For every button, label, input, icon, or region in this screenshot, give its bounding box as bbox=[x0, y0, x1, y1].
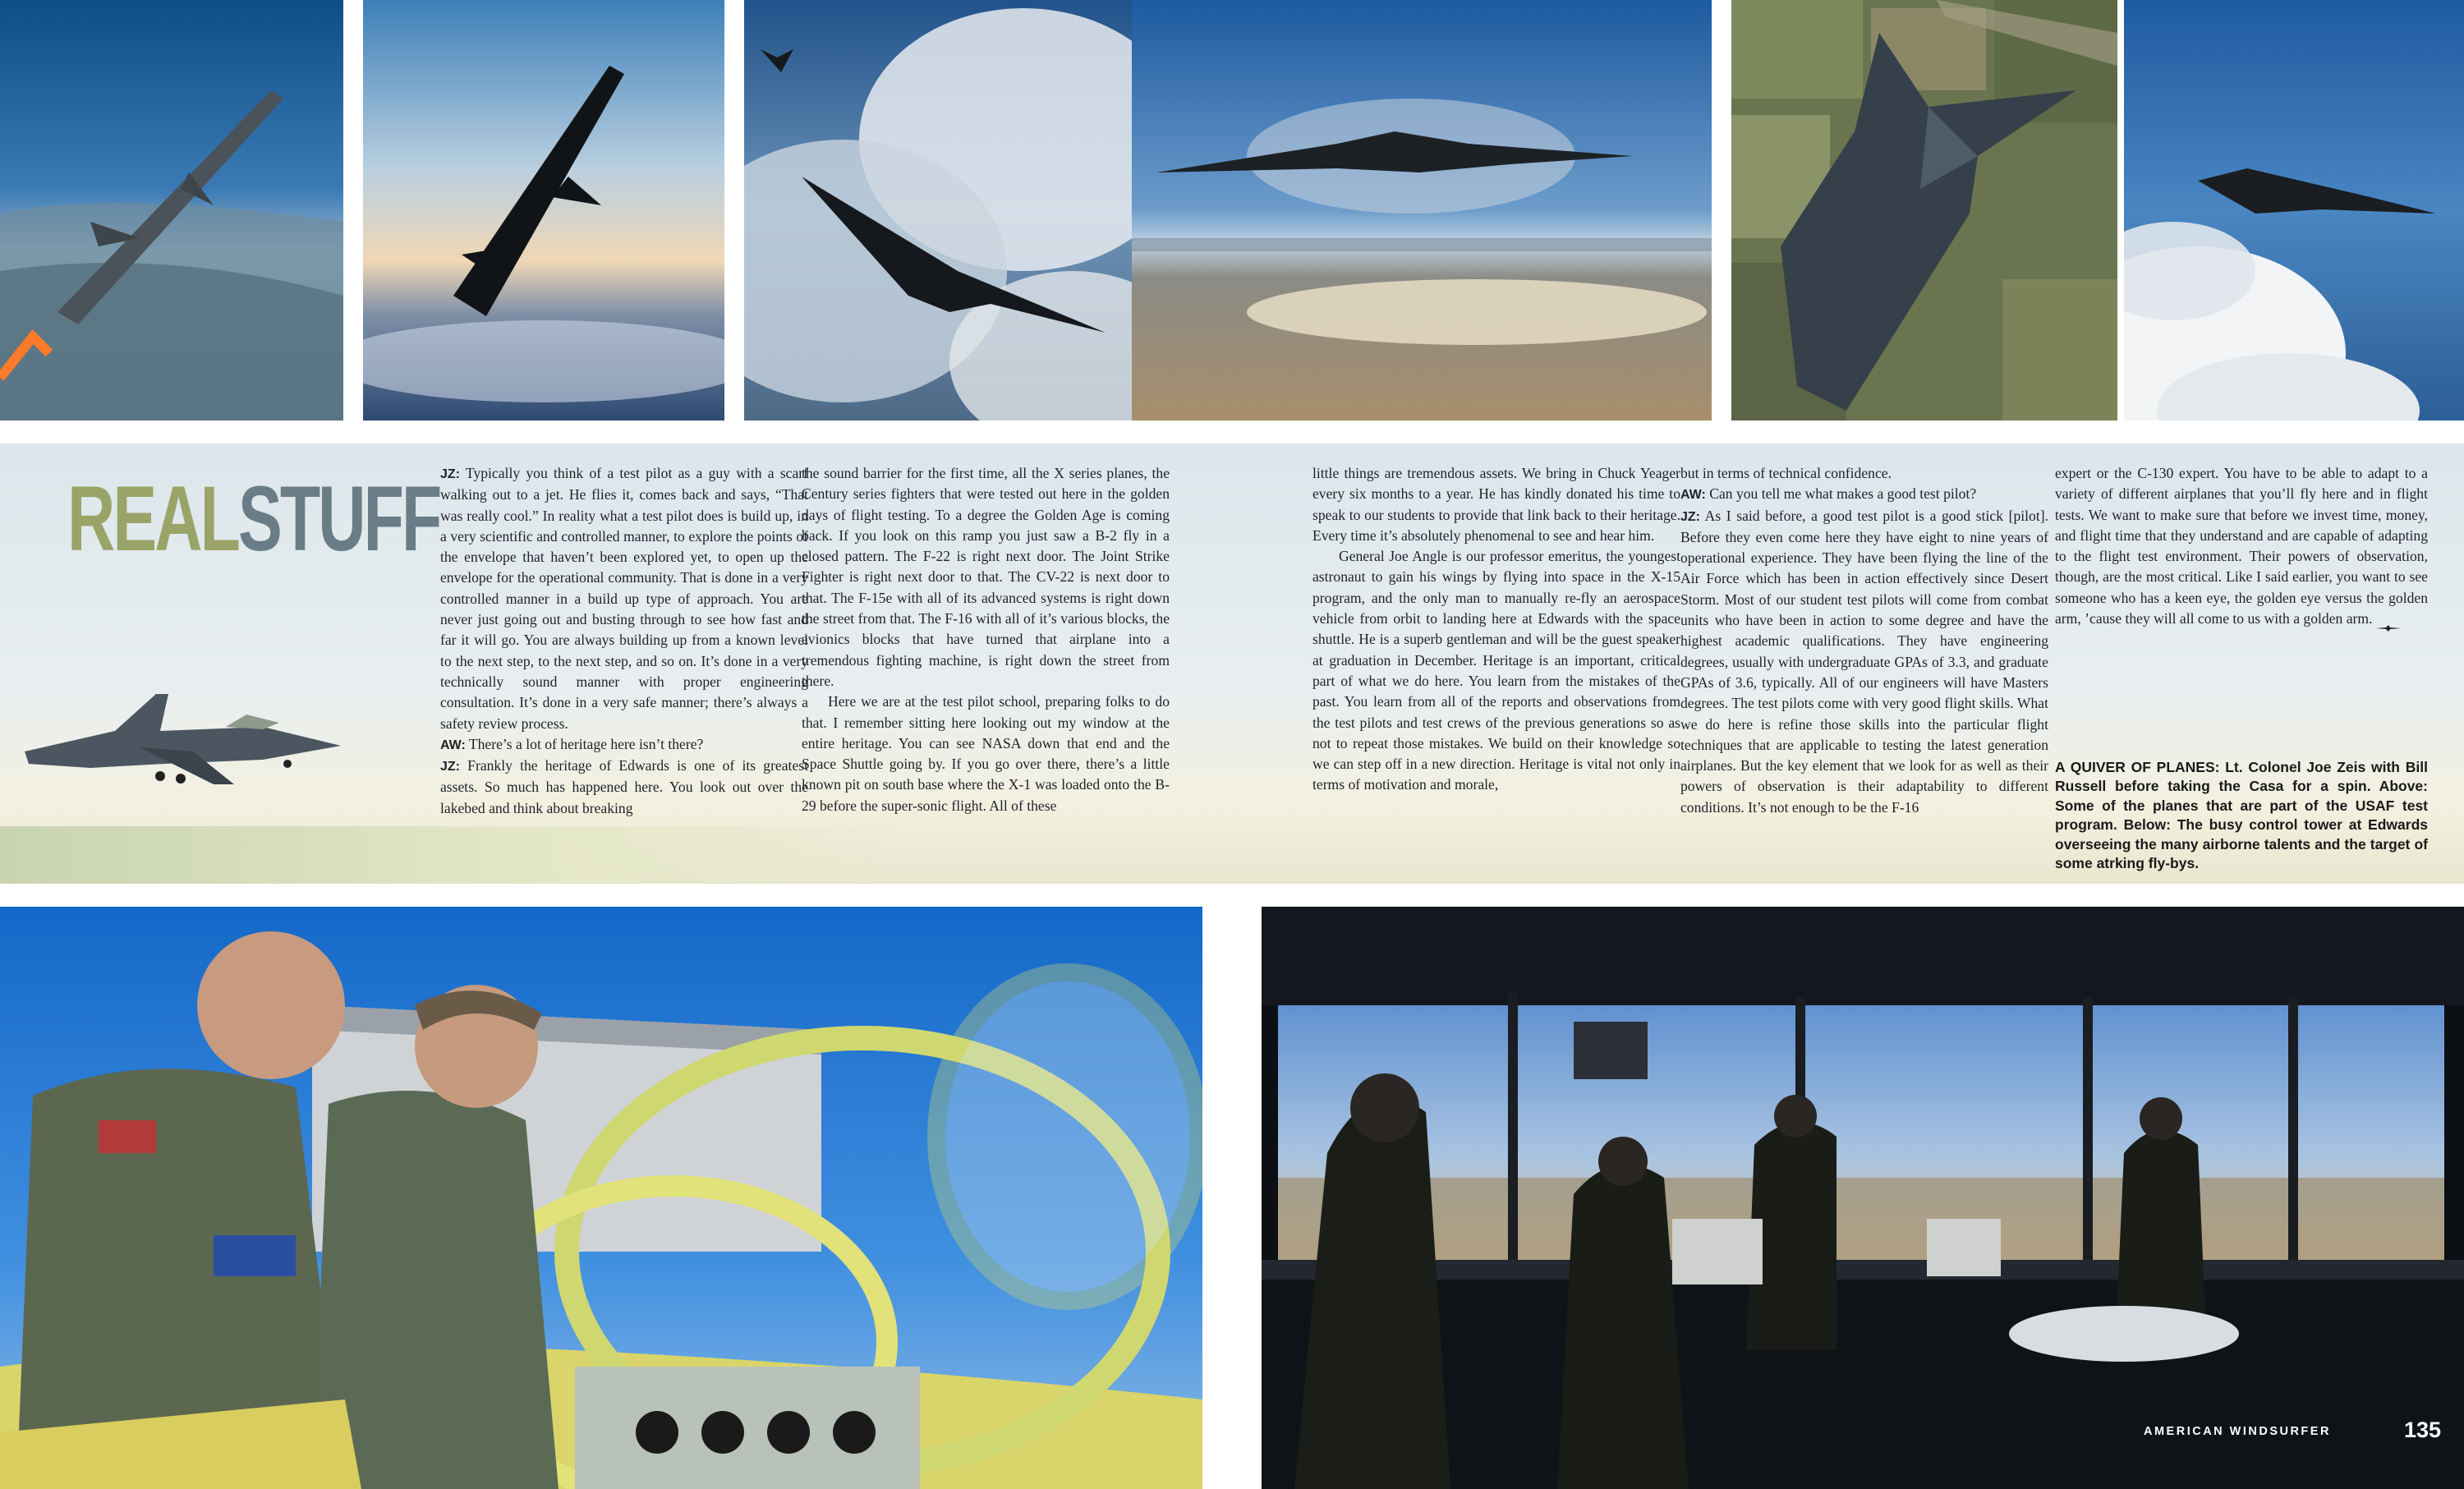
speaker-label: JZ: bbox=[440, 760, 460, 774]
page-number: 135 bbox=[2403, 1418, 2441, 1442]
horizon-haze bbox=[0, 826, 903, 884]
paragraph bbox=[1680, 506, 2048, 818]
publication-name: AMERICAN WINDSURFER bbox=[2144, 1425, 2331, 1438]
paragraph bbox=[440, 734, 808, 756]
speaker-label: JZ: bbox=[440, 467, 460, 481]
speaker-label: JZ: bbox=[1680, 509, 1700, 524]
paragraph bbox=[1680, 484, 2048, 505]
paragraph: little things are tremendous assets. We bring in Chuck Yeager every six months to a year. He has kindly donated his time to speak to our students to provide that link back to their heritage. Every time it’s absolutely phenomenal to see and hear him. bbox=[1312, 465, 1680, 544]
article-column-4 bbox=[1680, 463, 2048, 818]
paragraph-text: expert or the C-130 expert. You have to be able to adapt to a variety of different airplanes that you’ll fly here and in flight tests. We want to make sure that before we invest time, money, and flight time that they understand and are capable of adapting to the flight test environment. Their powers of observation, though, are the most critical. Like I said earlier, you want to see someone who has a keen eye, the golden eye versus the golden arm, ’cause they will all come to us with a golden arm. bbox=[2055, 465, 2428, 627]
article-column-2 bbox=[802, 463, 1170, 816]
paragraph: but in terms of technical confidence. bbox=[1680, 465, 1892, 481]
headline bbox=[67, 467, 440, 570]
paragraph: Here we are at the test pilot school, preparing folks to do that. I remember sitting here looking out my window at the entire heritage. You can see NASA down that end and the Space Shuttle going by. If you go over there, there’s a little known pit on south base where the X-1 was loaded onto the B-29 before the super-sonic flight. All of these bbox=[802, 693, 1170, 814]
caption-lead: A QUIVER OF PLANES: bbox=[2055, 759, 2220, 775]
control-tower-photo bbox=[1262, 907, 2464, 1489]
paragraph-text: Frankly the heritage of Edwards is one of its greatest assets. So much has happened here. You look out over the lakebed and think about breaking bbox=[440, 757, 808, 816]
paragraph-text: Can you tell me what makes a good test pilot? bbox=[1705, 485, 1977, 503]
caption-text: Lt. Colonel Joe Zeis with Bill Russell before taking the Casa for a spin. Above: Some of the planes that are part of the USAF test program. Below: The busy control tower at Edwards overseeing the many airborne talents and the target of some atrking fly-bys. bbox=[2055, 759, 2428, 872]
speaker-label: AW: bbox=[440, 738, 466, 752]
b2-flyby-photo bbox=[1132, 0, 1712, 421]
article-column-1 bbox=[440, 463, 808, 819]
paragraph-text: As I said before, a good test pilot is a good stick [pilot]. Before they even come here they have eight to nine years of operational experience. They have been flying the line of the Air Force which has been in action effectively since Desert Storm. Most of our student test pilots will come from combat units who have been in action to some degree and have the highest academic qualifications. They have engineering degrees, usually with undergraduate GPAs of 3.3, and graduate GPAs of 3.6, typically. All of our engineers will have Masters degrees. The test pilots come with very good flight skills. What we do here is refine those skills into the particular flight techniques that are applicable to testing the latest generation airplanes. But the key element that we look for as well as their powers of observation is their adaptability to different conditions. It’s not enough to be the F-16 bbox=[1680, 507, 2048, 816]
pilots-cockpit-photo bbox=[0, 907, 1202, 1489]
headline-part2: STUFF bbox=[238, 467, 440, 570]
paragraph bbox=[2055, 463, 2428, 629]
article-band bbox=[0, 443, 2464, 884]
article-column-5 bbox=[2055, 463, 2428, 629]
speaker-label: AW: bbox=[1680, 488, 1706, 503]
page-footer bbox=[2144, 1418, 2441, 1442]
paragraph: General Joe Angle is our professor emeritus, the youngest astronaut to gain his wings by flying into space in the X-15 program, and the only man to manually re-fly an aerospace vehicle from orbit to landing here at Edwards with the space shuttle. He is a superb gentleman and will be the guest speaker at graduation in December. Heritage is an important, critical part of what we do here. You learn from the mistakes of the past. You learn from all of the reports and observations from the test pilots and test crews of the previous generations so as not to repeat those mistakes. We build on their knowledge so we can step off in a new direction. Heritage is vital not only in terms of motivation and morale, bbox=[1312, 548, 1680, 793]
paragraph bbox=[440, 463, 808, 734]
f117-clouds-photo bbox=[2124, 0, 2464, 421]
paragraph-text: Typically you think of a test pilot as a guy with a scarf walking out to a jet. He flies it, comes back and says, “That was really cool.” In reality what a test pilot does is build up, in a very scientific and controlled manner, to explore the points of the envelope that haven’t been explored yet, to open up the envelope for the operational community. That is done in a very controlled manner in a build up type of approach. You are never just going out and busting through to see how fast and far it will go. You are always building up from a known level to the next step, to the next step, and so on. It’s done in a very technically sound manner with proper engineering consultation. It’s done in a very safe manner; there’s always a safety review process. bbox=[440, 465, 808, 732]
paragraph bbox=[440, 756, 808, 819]
end-mark-icon bbox=[2376, 617, 2401, 623]
jet-sunset-photo bbox=[363, 0, 724, 421]
paragraph-text: There’s a lot of heritage here isn’t there? bbox=[465, 735, 704, 752]
article-column-3 bbox=[1312, 463, 1680, 796]
f16-inset-photo bbox=[16, 649, 353, 805]
b2-farmland-photo bbox=[1731, 0, 2117, 421]
jet-climb-photo bbox=[0, 0, 343, 421]
headline-part1: REAL bbox=[67, 467, 239, 570]
paragraph: the sound barrier for the first time, all the X series planes, the Century series fighters that were tested out here in the golden days of flight testing. To a degree the Golden Age is coming back. If you look on this ramp you just saw a B-2 fly in a closed pattern. The F-22 is right next door. The Joint Strike Fighter is right next door to that. The CV-22 is next door to that. The F-15e with all of its advanced systems is right down the street from that. The F-16 with all of it’s various blocks, the avionics blocks that have turned that airplane into a tremendous fighting machine, is right down the street from there. bbox=[802, 465, 1170, 689]
photo-caption bbox=[2055, 758, 2428, 873]
stealth-clouds-photo bbox=[744, 0, 1132, 421]
